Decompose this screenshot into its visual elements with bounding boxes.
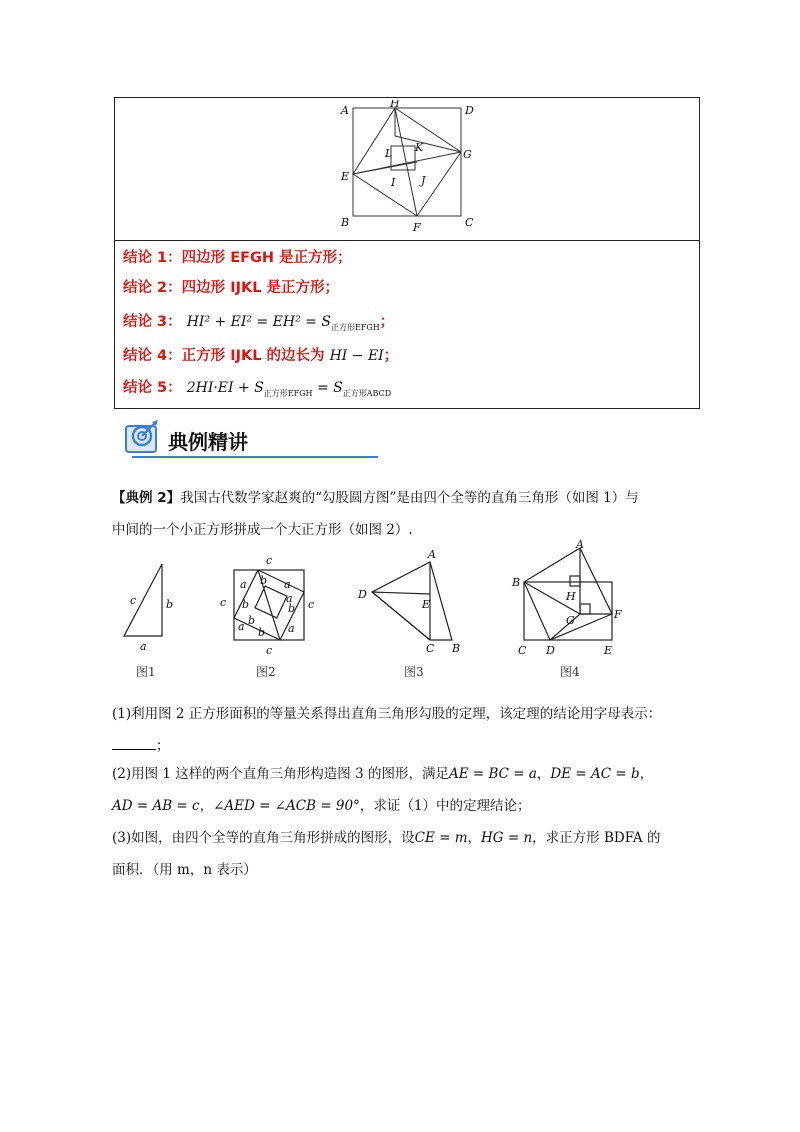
svg-text:b: b (166, 598, 174, 611)
svg-text:c: c (266, 644, 273, 657)
svg-text:C: C (518, 644, 527, 657)
svg-text:F: F (614, 608, 622, 621)
svg-text:c: c (266, 554, 273, 567)
section-title: 典例精讲 (168, 430, 248, 454)
svg-text:K: K (415, 141, 424, 154)
svg-text:b: b (258, 626, 266, 639)
svg-text:B: B (341, 216, 350, 229)
svg-text:D: D (546, 644, 555, 657)
question-2-line-2: AD = AB = c，∠AED = ∠ACB = 90°，求证（1）中的定理结论； (112, 798, 531, 814)
svg-text:G: G (463, 148, 472, 161)
svg-text:b: b (242, 598, 250, 611)
question-3-line-2: 面积．（用 m，n 表示） (112, 862, 257, 878)
svg-text:E: E (341, 170, 350, 183)
svg-text:b: b (248, 614, 256, 627)
question-1: (1)利用图 2 正方形面积的等量关系得出直角三角形勾股的定理，该定理的结论用字母表示： (112, 706, 662, 722)
svg-text:C: C (426, 642, 435, 655)
target-icon (120, 418, 164, 458)
example-line-1: 【典例 2】我国古代数学家赵爽的“勾股圆方图”是由四个全等的直角三角形（如图 1）与 (112, 490, 639, 506)
zhao-shuang-diagram (335, 100, 475, 236)
svg-text:a: a (284, 578, 291, 591)
svg-text:J: J (421, 174, 426, 187)
svg-text:E: E (604, 644, 613, 657)
figure-3 (372, 562, 452, 640)
svg-text:A: A (576, 540, 584, 551)
svg-text:L: L (385, 147, 393, 160)
svg-text:D: D (358, 588, 367, 601)
svg-text:c: c (220, 596, 227, 609)
caption-2: 图2 (256, 665, 276, 679)
svg-text:a: a (286, 592, 293, 605)
conclusion-1: 结论 1：四边形 EFGH 是正方形； (123, 250, 352, 266)
svg-text:a: a (140, 640, 147, 653)
svg-text:a: a (288, 622, 295, 635)
section-header (120, 418, 248, 462)
svg-text:b: b (288, 602, 296, 615)
svg-text:c: c (130, 594, 137, 607)
question-2-line-1: (2)用图 1 这样的两个直角三角形构造图 3 的图形，满足AE = BC = a，DE = AC = b， (112, 766, 654, 782)
conclusion-box (114, 97, 700, 409)
svg-text:A: A (341, 104, 349, 117)
conclusion-5: 结论 5： $2HI\cdot EI + S_{正方形EFGH} = S_{正方形ABCD}$ (123, 380, 392, 398)
caption-3: 图3 (404, 665, 424, 679)
conclusion-4: 结论 4：正方形 IJKL 的边长为 HI − EI； (123, 348, 399, 364)
conclusion-2: 结论 2：四边形 IJKL 是正方形； (123, 280, 340, 296)
svg-text:E: E (422, 598, 431, 611)
svg-text:B: B (452, 642, 461, 655)
svg-text:H: H (566, 590, 576, 603)
svg-text:a: a (238, 620, 245, 633)
box-divider (115, 240, 699, 241)
question-1-answer: ； (112, 734, 170, 754)
caption-1: 图1 (136, 665, 156, 679)
conclusion-3: 结论 3： $HI^2 + EI^2 = EH^2 = S_{正方形EFGH}$； (123, 314, 395, 332)
question-3-line-1: (3)如图，由四个全等的直角三角形拼成的图形，设CE = m，HG = n，求正方形 BDFA 的 (112, 830, 661, 846)
svg-text:B: B (512, 576, 521, 589)
svg-text:C: C (465, 216, 474, 229)
svg-text:c: c (308, 598, 315, 611)
svg-text:G: G (566, 614, 575, 627)
section-underline (132, 456, 378, 458)
answer-blank[interactable] (112, 749, 156, 750)
example-line-2: 中间的一个小正方形拼成一个大正方形（如图 2）. (112, 522, 413, 538)
svg-text:I: I (391, 176, 396, 189)
svg-text:A: A (428, 548, 436, 561)
svg-text:b: b (260, 574, 268, 587)
svg-text:F: F (413, 221, 421, 234)
svg-text:a: a (240, 578, 247, 591)
figures-row (110, 540, 650, 680)
svg-text:H: H (390, 100, 400, 110)
svg-text:D: D (465, 104, 474, 117)
caption-4: 图4 (560, 665, 580, 679)
